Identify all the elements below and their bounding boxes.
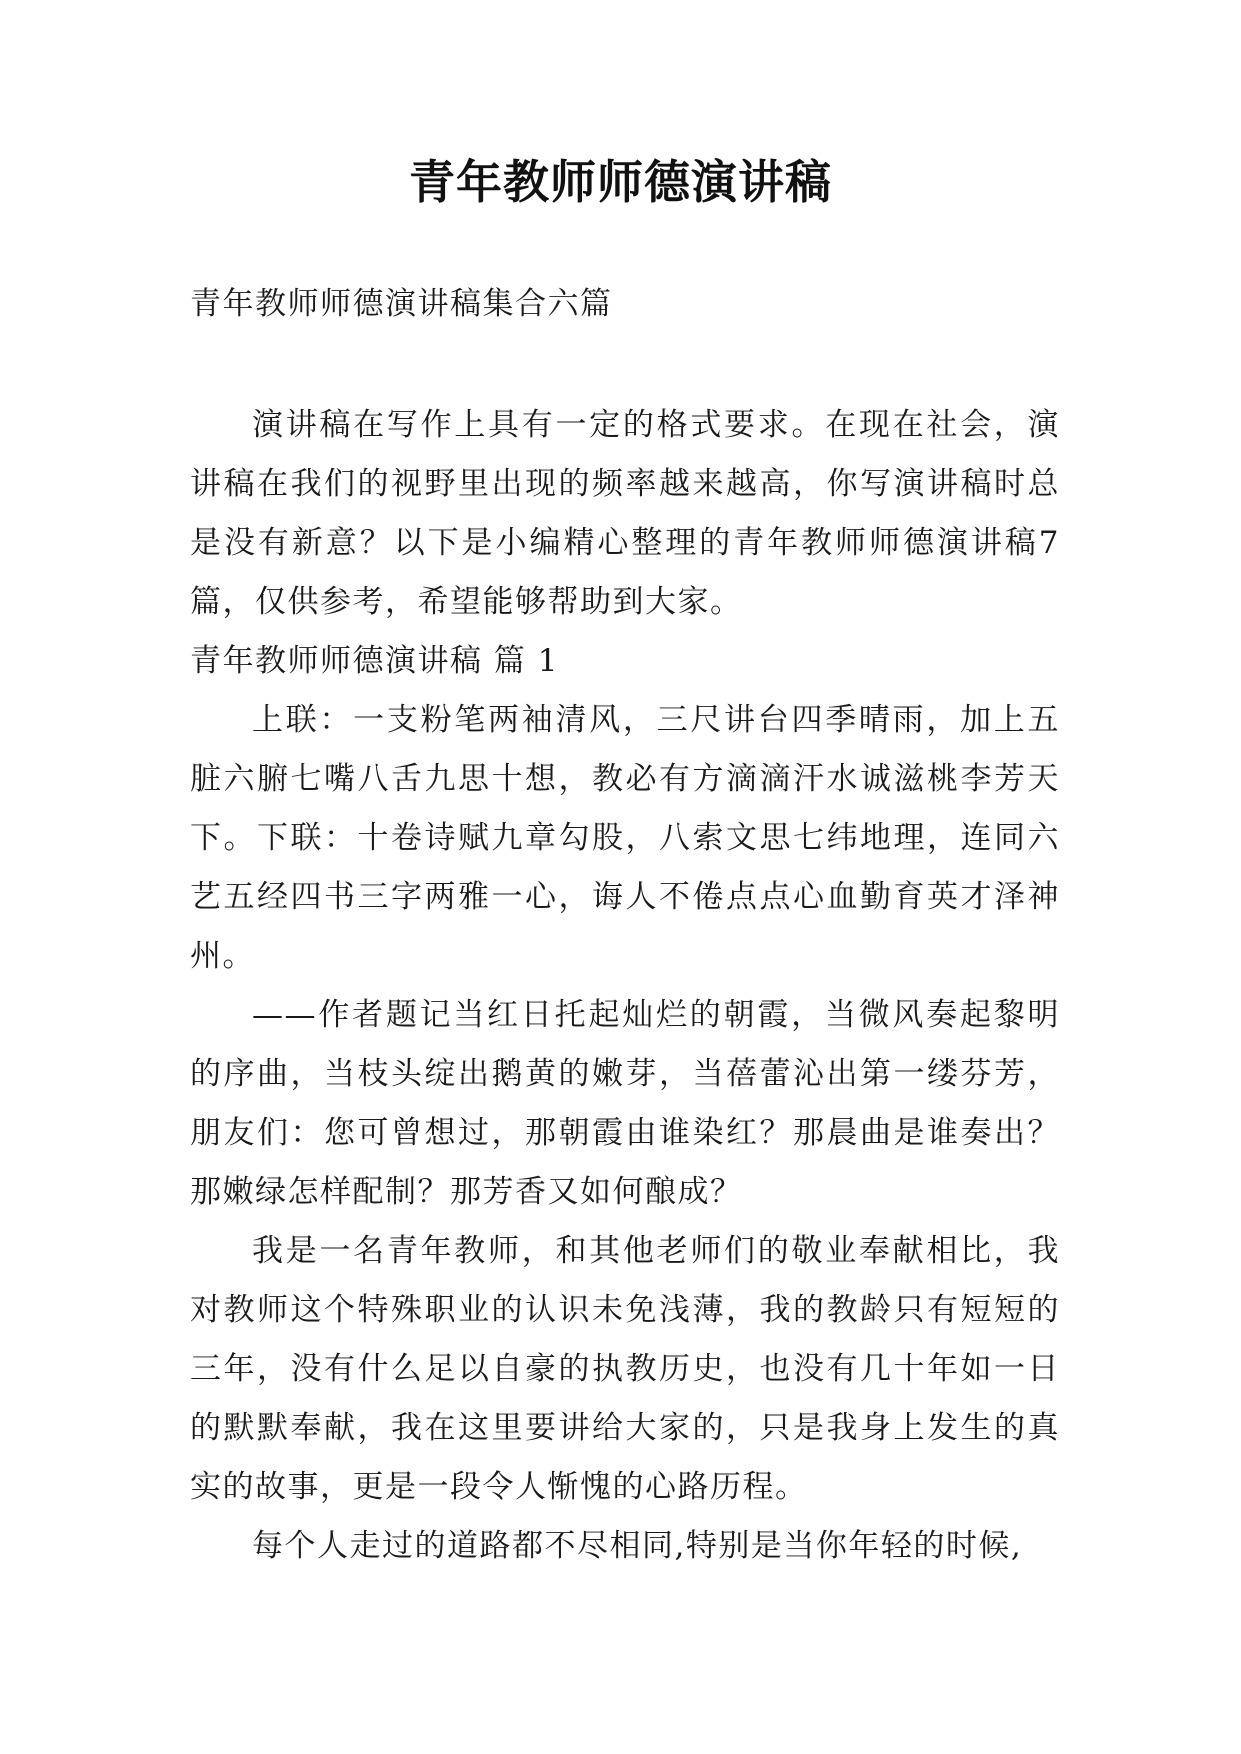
section-heading: 青年教师师德演讲稿 篇 1 bbox=[190, 643, 559, 679]
document-subtitle: 青年教师师德演讲稿集合六篇 bbox=[190, 286, 613, 322]
body-paragraph: 每个人走过的道路都不尽相同,特别是当你年轻的时候, bbox=[252, 1528, 1023, 1564]
intro-paragraph: 演讲稿在写作上具有一定的格式要求。在现在社会，演讲稿在我们的视野里出现的频率越来越高，你写演讲稿时总是没有新意？以下是小编精心整理的青年教师师德演讲稿7篇，仅供参考，希望能够帮助到大家。 bbox=[190, 407, 1060, 620]
body-paragraph: ——作者题记当红日托起灿烂的朝霞，当微风奏起黎明的序曲，当枝头绽出鹅黄的嫩芽，当蓓蕾沁出第一缕芬芳，朋友们：您可曾想过，那朝霞由谁染红？那晨曲是谁奏出？那嫩绿怎样配制？那芳香又如何酿成？ bbox=[190, 997, 1060, 1210]
body-paragraph: 上联：一支粉笔两袖清风，三尺讲台四季晴雨，加上五脏六腑七嘴八舌九思十想，教必有方滴滴汗水诚滋桃李芳天下。下联：十卷诗赋九章勾股，八索文思七纬地理，连同六艺五经四书三字两雅一心，诲人不倦点点心血勤育英才泽神州。 bbox=[190, 702, 1060, 974]
document-title: 青年教师师德演讲稿 bbox=[409, 155, 832, 209]
body-paragraph: 我是一名青年教师，和其他老师们的敬业奉献相比，我对教师这个特殊职业的认识未免浅薄，我的教龄只有短短的三年，没有什么足以自豪的执教历史，也没有几十年如一日的默默奉献，我在这里要讲给大家的，只是我身上发生的真实的故事，更是一段令人惭愧的心路历程。 bbox=[190, 1233, 1060, 1505]
document-body bbox=[190, 275, 1060, 1576]
